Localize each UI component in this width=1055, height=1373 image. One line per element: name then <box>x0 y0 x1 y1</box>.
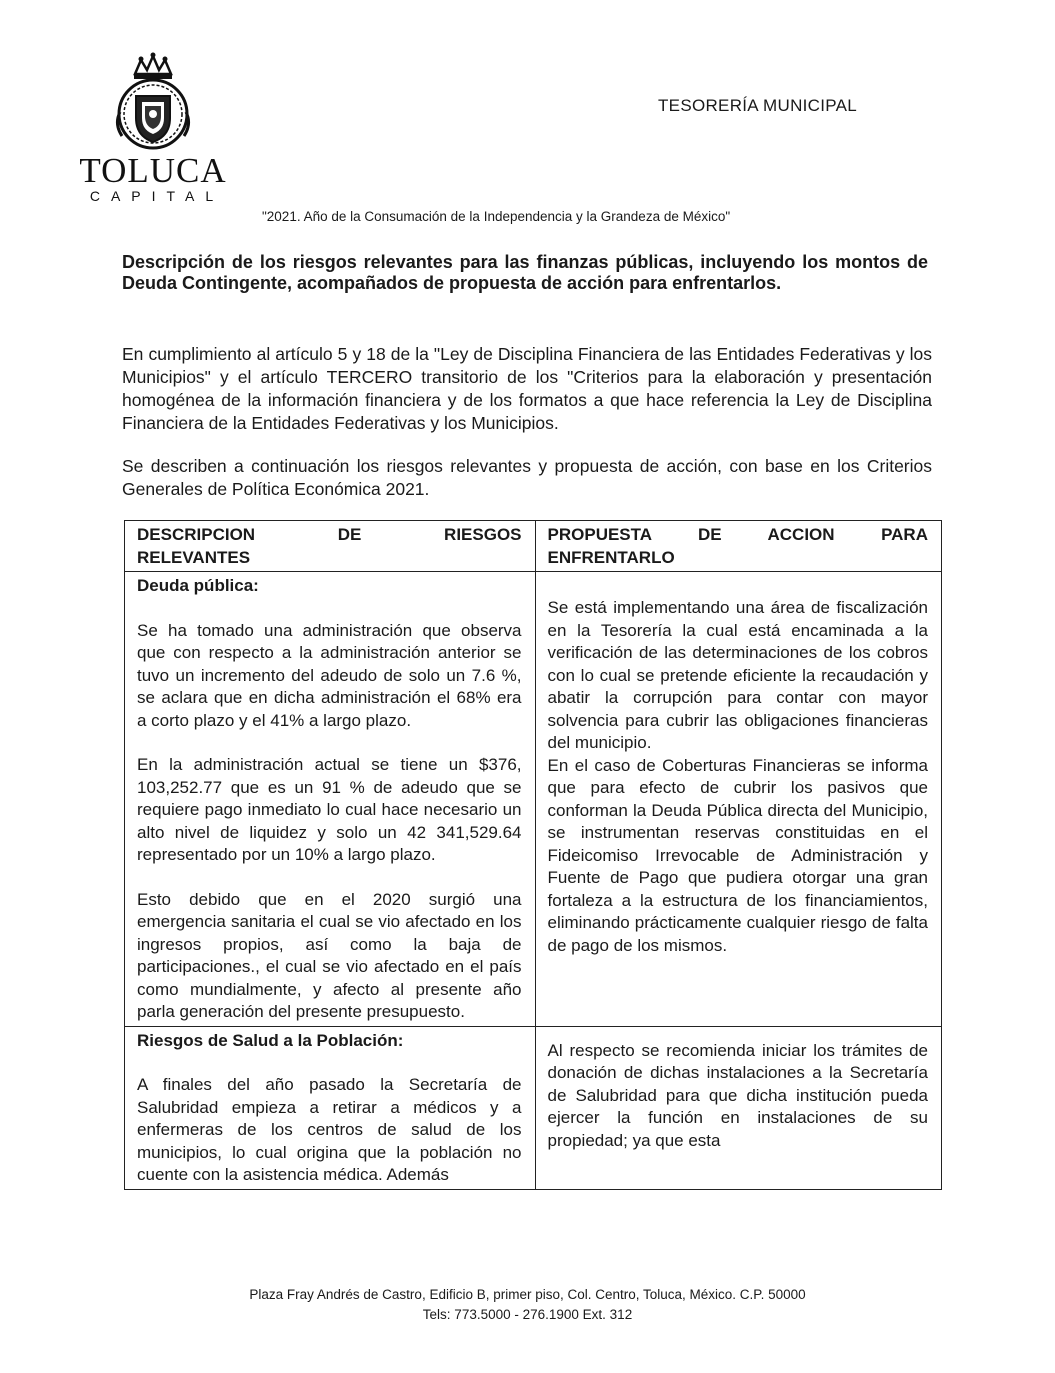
action-cell-public-debt <box>535 572 941 1027</box>
risk-cell-health <box>125 1026 536 1189</box>
risk-cell-public-debt <box>125 572 536 1027</box>
footer-phones: Tels: 773.5000 - 276.1900 Ext. 312 <box>422 1307 633 1322</box>
action-paragraph: En el caso de Coberturas Financieras se informa que para efecto de cubrir los pasivos que conforman la Deuda Pública directa del Municipio, se instrumentan reservas constituidas en el Fideicomiso Irrevocable de Administración y Fuente de Pago que pudiera otorgar una gran fortaleza a la estructura de los financiamientos, eliminando prácticamente cualquier riesgo de falta de pago de los mismos. <box>547 755 928 955</box>
table-row <box>125 1026 942 1189</box>
action-paragraph: Se está implementando una área de fiscalización en la Tesorería la cual está encaminada a la verificación de las determinaciones de los cobros con lo cual se pretende eficiente la recaudación y abatir la corrupción para contar con mayor solvencia para cubrir las obligaciones financieras del municipio. <box>547 598 928 752</box>
toluca-logo <box>78 52 228 204</box>
header-cell-risks <box>125 521 536 572</box>
year-motto: "2021. Año de la Consumación de la Independencia y la Grandeza de México" <box>262 209 731 224</box>
risk-paragraph: A finales del año pasado la Secretaría de Salubridad empieza a retirar a médicos y a enfermeras de los centros de salud de los municipios, lo cual origina que la población no cuente con la asistencia médica. Además <box>137 1075 522 1184</box>
description-paragraph: Se describen a continuación los riesgos relevantes y propuesta de acción, con base en los Criterios Generales de Política Económica 2021. <box>122 456 932 499</box>
footer-address: Plaza Fray Andrés de Castro, Edificio B, primer piso, Col. Centro, Toluca, México. C.P. 50000 <box>249 1287 806 1302</box>
header-cell-actions <box>535 521 941 572</box>
risk-table <box>124 520 942 1190</box>
logo-wordmark: TOLUCA <box>79 151 227 190</box>
action-paragraph: Al respecto se recomienda iniciar los trámites de donación de dichas instalaciones a la Secretaría de Salubridad para que dicha institución pueda ejercer la función en instalaciones de su propiedad; ya que esta <box>547 1040 928 1150</box>
risk-paragraph: Esto debido que en el 2020 surgió una emergencia sanitaria el cual se vio afectado en los ingresos propios, así como la baja de participaciones., el cual se vio afectado en el país como mundialmente, y afecto al presente año parla generación del presente presupuesto. <box>137 889 522 1021</box>
risk-title: Riesgos de Salud a la Población: <box>137 1030 404 1050</box>
intro-paragraph: En cumplimiento al artículo 5 y 18 de la "Ley de Disciplina Financiera de las Entidades Federativas y los Municipios" y el artículo TERCERO transitorio de los "Criterios para la elaboración y presentación homogénea de la información financiera y de los formatos a que hace referencia la Ley de Disciplina Financiera de la Entidades Federativas y los Municipios. <box>122 344 932 433</box>
risk-paragraph: En la administración actual se tiene un $376, 103,252.77 que es un 91 % de adeudo que se requiere pago inmediato lo cual hace necesario un alto nivel de liquidez y solo un 42 341,529.64 representado por un 10% a largo plazo. <box>137 755 522 864</box>
risk-title: Deuda pública: <box>137 576 259 595</box>
header-risks-line2: RELEVANTES <box>137 547 251 567</box>
risk-paragraph: Se ha tomado una administración que observa que con respecto a la administración anterior se tuvo un incremento del adeudo de solo un 7.6 %, se aclara que en dicha administración el 68% era a corto plazo y el 41% a largo plazo. <box>137 620 522 730</box>
header-actions-line1: PROPUESTA DE ACCION PARA <box>547 525 928 544</box>
table-header-row <box>125 521 942 572</box>
header-actions-line2: ENFRENTARLO <box>547 547 675 567</box>
table-row <box>125 572 942 1027</box>
department-name: TESORERÍA MUNICIPAL <box>658 96 858 115</box>
header-risks-line1: DESCRIPCION DE RIESGOS <box>137 525 522 544</box>
action-cell-health <box>535 1026 941 1189</box>
document-heading: Descripción de los riesgos relevantes para las finanzas públicas, incluyendo los montos de Deuda Contingente, acompañados de propuesta de acción para enfrentarlos. <box>122 252 928 293</box>
logo-subtitle: CAPITAL <box>89 188 225 204</box>
coat-of-arms-icon <box>108 52 198 152</box>
